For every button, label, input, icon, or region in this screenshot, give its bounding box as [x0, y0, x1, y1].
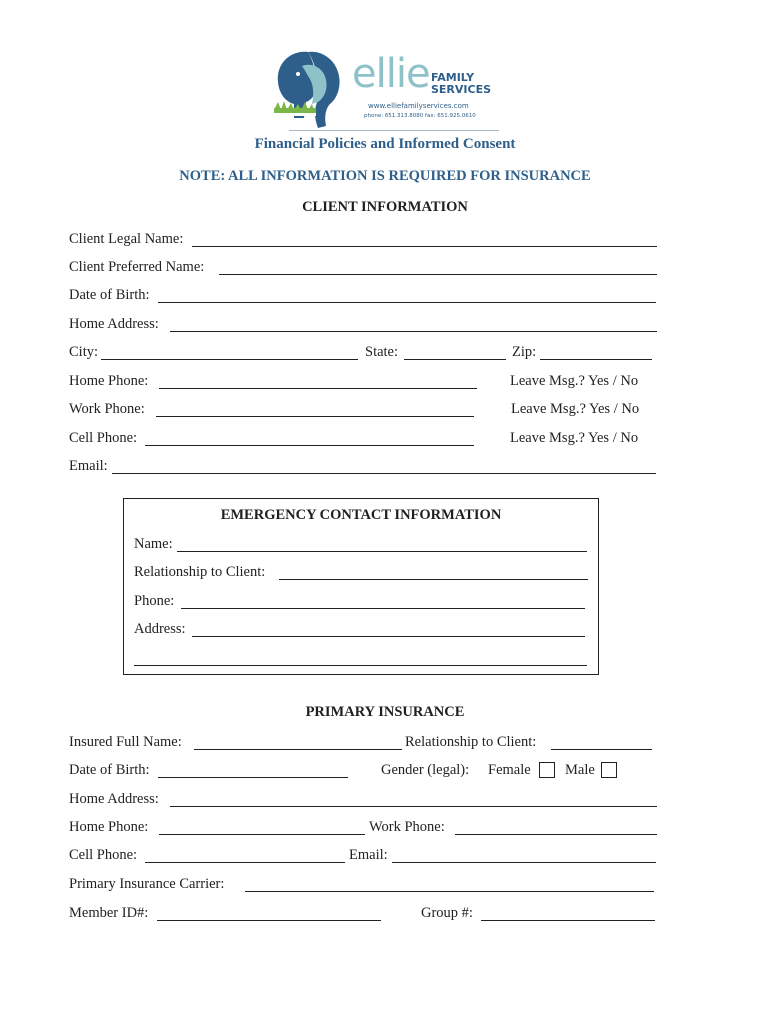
logo-contact: phone: 651.313.8080 fax: 651.925.0610: [364, 113, 476, 119]
client-home-address-field[interactable]: [170, 313, 657, 332]
member-group-row: [69, 904, 659, 924]
client-work-phone-field[interactable]: [156, 398, 474, 417]
insured-name-field[interactable]: [194, 731, 402, 750]
emergency-phone-label: Phone:: [134, 593, 175, 609]
member-id-label: Member ID#:: [69, 905, 149, 921]
client-city-field[interactable]: [101, 341, 358, 360]
client-state-label: State:: [365, 344, 399, 360]
client-state-field[interactable]: [404, 341, 506, 360]
logo-services-text: SERVICES: [431, 83, 492, 96]
insured-cell-phone-label: Cell Phone:: [69, 847, 138, 863]
page-title: Financial Policies and Informed Consent: [254, 136, 516, 152]
client-cell-phone-label: Cell Phone:: [69, 430, 138, 446]
insurance-carrier-label: Primary Insurance Carrier:: [69, 876, 225, 892]
client-dob-row: [69, 286, 659, 306]
client-legal-name-row: [69, 230, 659, 250]
emergency-name-label: Name:: [134, 536, 173, 552]
insured-phones-row: [69, 818, 659, 838]
gender-male-checkbox[interactable]: [601, 762, 617, 778]
insured-work-phone-label: Work Phone:: [369, 819, 445, 835]
client-preferred-name-row: [69, 258, 659, 278]
insured-dob-field[interactable]: [158, 759, 348, 778]
client-legal-name-field[interactable]: [192, 228, 657, 247]
insured-gender-label: Gender (legal):: [381, 762, 470, 778]
primary-insurance-heading: PRIMARY INSURANCE: [305, 704, 465, 720]
insurance-carrier-row: [69, 875, 659, 895]
gender-female-checkbox[interactable]: [539, 762, 555, 778]
client-home-phone-field[interactable]: [159, 370, 477, 389]
emergency-address-line2-row: [134, 649, 589, 669]
emergency-address-field[interactable]: [192, 618, 585, 637]
client-cell-phone-field[interactable]: [145, 427, 474, 446]
emergency-contact-box: [123, 498, 599, 675]
insured-relationship-field[interactable]: [551, 731, 652, 750]
client-info-heading: CLIENT INFORMATION: [302, 199, 468, 215]
insured-name-row: [69, 733, 659, 753]
client-email-label: Email:: [69, 458, 108, 474]
insured-home-phone-field[interactable]: [159, 816, 365, 835]
insured-work-phone-field[interactable]: [455, 816, 657, 835]
emergency-contact-heading: EMERGENCY CONTACT INFORMATION: [220, 507, 502, 523]
client-work-phone-label: Work Phone:: [69, 401, 145, 417]
gender-female-label: Female: [488, 762, 531, 778]
insured-relationship-label: Relationship to Client:: [405, 734, 537, 750]
logo-family-text: FAMILY: [431, 71, 475, 84]
logo-divider: [289, 130, 499, 131]
logo-wordmark: ellie: [352, 51, 430, 97]
ellie-family-services-logo: [268, 44, 508, 136]
client-city-state-zip-row: [69, 343, 659, 363]
member-id-field[interactable]: [157, 902, 381, 921]
client-home-address-label: Home Address:: [69, 316, 159, 332]
emergency-relationship-label: Relationship to Client:: [134, 564, 266, 580]
cell-phone-leave-msg[interactable]: Leave Msg.? Yes / No: [510, 430, 639, 446]
emergency-phone-row: [134, 592, 589, 612]
insured-home-address-row: [69, 790, 659, 810]
insured-dob-gender-row: [69, 761, 659, 781]
home-phone-leave-msg[interactable]: Leave Msg.? Yes / No: [510, 373, 639, 389]
client-legal-name-label: Client Legal Name:: [69, 231, 184, 247]
group-number-label: Group #:: [421, 905, 473, 921]
emergency-address-row: [134, 620, 589, 640]
insured-email-label: Email:: [349, 847, 388, 863]
gender-male-label: Male: [565, 762, 595, 778]
client-dob-label: Date of Birth:: [69, 287, 150, 303]
insured-home-address-field[interactable]: [170, 788, 657, 807]
client-dob-field[interactable]: [158, 284, 656, 303]
emergency-relationship-field[interactable]: [279, 561, 588, 580]
logo-website: www.elliefamilyservices.com: [368, 102, 469, 110]
client-email-field[interactable]: [112, 455, 656, 474]
client-home-phone-row: [69, 372, 659, 392]
insured-cell-email-row: [69, 846, 659, 866]
client-zip-label: Zip:: [512, 344, 537, 360]
insured-cell-phone-field[interactable]: [145, 844, 345, 863]
client-home-phone-label: Home Phone:: [69, 373, 149, 389]
client-work-phone-row: [69, 400, 659, 420]
client-email-row: [69, 457, 659, 477]
client-preferred-name-label: Client Preferred Name:: [69, 259, 205, 275]
client-zip-field[interactable]: [540, 341, 652, 360]
emergency-name-row: [134, 535, 589, 555]
work-phone-leave-msg[interactable]: Leave Msg.? Yes / No: [511, 401, 640, 417]
insured-name-label: Insured Full Name:: [69, 734, 182, 750]
insured-home-phone-label: Home Phone:: [69, 819, 149, 835]
insured-home-address-label: Home Address:: [69, 791, 159, 807]
emergency-address-label: Address:: [134, 621, 186, 637]
insured-dob-label: Date of Birth:: [69, 762, 150, 778]
client-city-label: City:: [69, 344, 99, 360]
emergency-name-field[interactable]: [177, 533, 587, 552]
client-home-address-row: [69, 315, 659, 335]
insurance-note: NOTE: ALL INFORMATION IS REQUIRED FOR INSURANCE: [179, 168, 591, 184]
client-cell-phone-row: [69, 429, 659, 449]
insurance-carrier-field[interactable]: [245, 873, 654, 892]
emergency-phone-field[interactable]: [181, 590, 585, 609]
insured-email-field[interactable]: [392, 844, 656, 863]
group-number-field[interactable]: [481, 902, 655, 921]
emergency-relationship-row: [134, 563, 589, 583]
client-preferred-name-field[interactable]: [219, 256, 657, 275]
emergency-address-line2-field[interactable]: [134, 647, 587, 666]
